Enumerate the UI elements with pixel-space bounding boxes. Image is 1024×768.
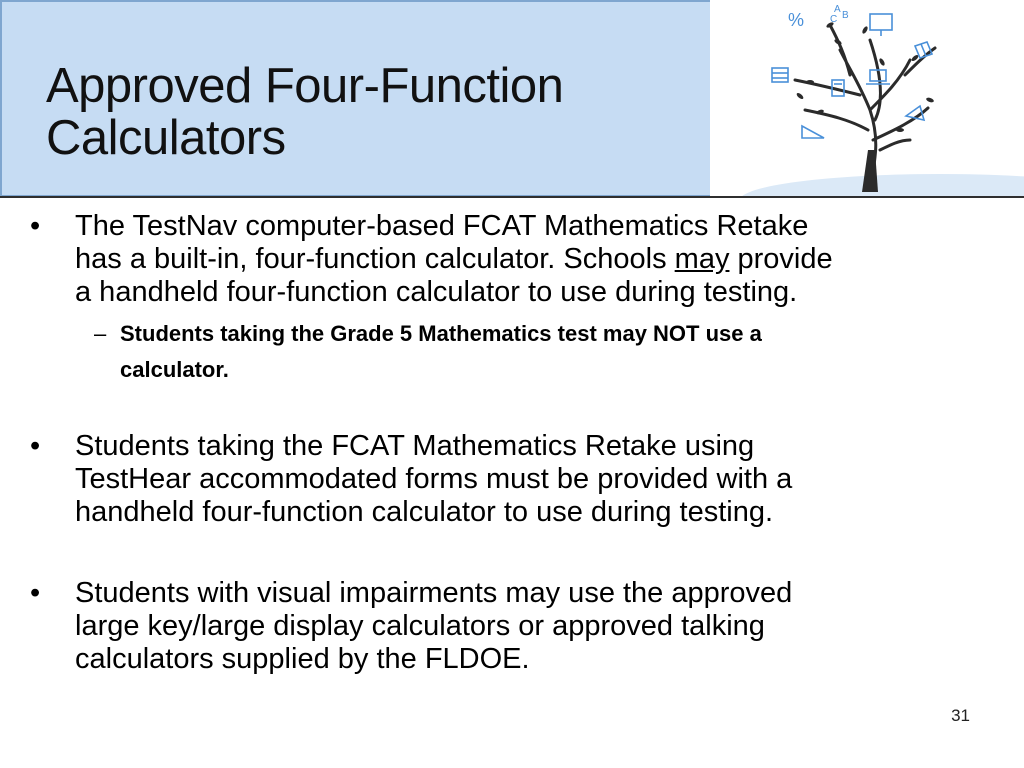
bullet-dot: • <box>30 577 41 609</box>
bullet-line: a handheld four-function calculator to use during testing. <box>75 276 798 308</box>
bullet-line: Students taking the FCAT Mathematics Retake using <box>75 430 755 462</box>
bullet-dot: • <box>30 210 41 242</box>
text-fragment: provide <box>729 243 833 275</box>
tree-with-math-icons-icon <box>710 0 1024 197</box>
bullet-text <box>75 210 995 309</box>
ground-icon <box>740 174 1024 197</box>
slide-header <box>0 0 1024 198</box>
bullet-line: large key/large display calculators or approved talking <box>75 610 765 642</box>
tree-illustration <box>710 0 1024 197</box>
bullet-text <box>75 577 995 676</box>
whiteboard-icon <box>870 14 892 30</box>
leaves-icon <box>796 21 935 132</box>
bullet-line: Students with visual impairments may use the approved <box>75 577 793 609</box>
bullet-dot: • <box>30 430 41 462</box>
header-divider <box>0 196 1024 198</box>
title-line-1: Approved Four-Function <box>46 59 564 113</box>
sub-bullet-text <box>120 316 970 388</box>
stack-of-books-icon <box>772 68 788 82</box>
bullet-text <box>75 430 995 529</box>
tree-branches-icon <box>795 25 935 190</box>
svg-text:C: C <box>830 14 838 25</box>
title-panel <box>0 0 712 197</box>
sub-bullet-dash: – <box>94 321 107 346</box>
slide-title <box>46 60 706 164</box>
bullet-line: handheld four-function calculator to use during testing. <box>75 496 774 528</box>
bullet-line <box>75 243 995 276</box>
bullet-line: calculators supplied by the FLDOE. <box>75 643 530 675</box>
percent-icon: % <box>788 10 805 30</box>
compass-icon <box>906 106 924 120</box>
title-line-2: Calculators <box>46 111 286 165</box>
sub-bullet-line: Students taking the Grade 5 Mathematics test may NOT use a <box>120 321 762 346</box>
emphasis-may: may <box>674 243 730 275</box>
abc-icon: A <box>834 4 841 15</box>
triangle-ruler-icon <box>802 126 824 138</box>
svg-text:B: B <box>842 10 849 21</box>
text-fragment: has a built-in, four-function calculator. Schools <box>75 243 675 275</box>
page-number: 31 <box>951 706 970 725</box>
bullet-line: The TestNav computer-based FCAT Mathematics Retake <box>75 210 809 242</box>
bullet-line: TestHear accommodated forms must be provided with a <box>75 463 793 495</box>
sub-bullet-line: calculator. <box>120 357 229 382</box>
